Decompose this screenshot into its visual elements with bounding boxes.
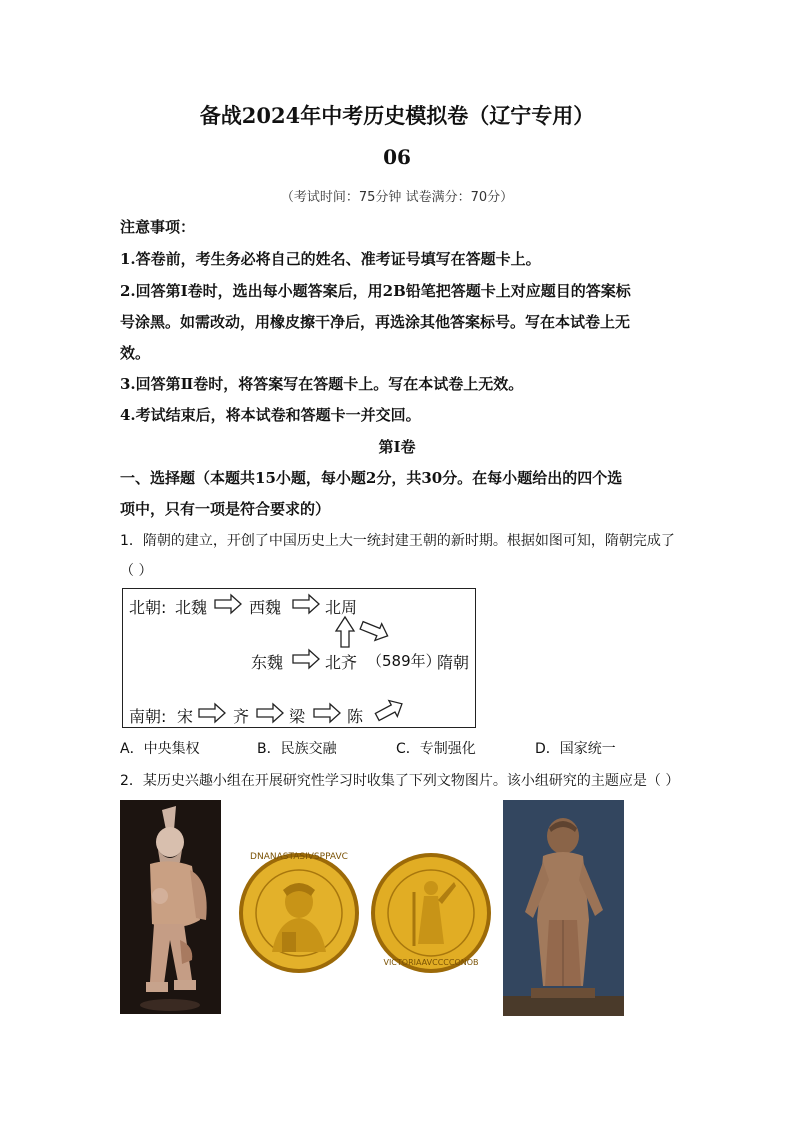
note-item: 号涂黑。如需改动，用橡皮擦干净后，再选涂其他答案标号。写在本试卷上无: [120, 313, 631, 331]
question-1-stem: 1．隋朝的建立，开创了中国历史上大一统封建王朝的新时期。根据如图可知，隋朝完成了: [120, 533, 675, 549]
notes-heading: 注意事项：: [120, 218, 196, 236]
dynasty-song: 宋: [177, 707, 194, 726]
section-label: 第Ⅰ卷: [378, 438, 416, 456]
dynasty-east-wei: 东魏: [251, 653, 284, 672]
note-item: 4.考试结束后，将本试卷和答题卡一并交回。: [120, 406, 421, 424]
part-heading: 一、选择题（本题共15小题，每小题2分，共30分。在每小题给出的四个选: [120, 469, 623, 487]
dynasty-north-zhou: 北周: [325, 598, 358, 617]
arrow-right-icon: [199, 704, 225, 722]
pottery-figurine-photo: [120, 800, 221, 1014]
arrow-right-icon: [293, 595, 319, 613]
option-c: C．专制强化: [396, 741, 476, 757]
option-a: A．中央集权: [120, 741, 200, 757]
gold-coin-reverse-photo: [370, 852, 492, 974]
exam-meta: （考试时间：75分钟 试卷满分：70分）: [280, 190, 514, 205]
statuette-image: [503, 800, 624, 1016]
coin-reverse-inscription: VICTORIAAVCCCCONOB: [383, 958, 479, 967]
dynasty-qi: 齐: [233, 707, 250, 726]
part-heading-cont: 项中，只有一项是符合要求的）: [120, 500, 331, 518]
note-item: 1.答卷前，考生务必将自己的姓名、准考证号填写在答题卡上。: [120, 250, 541, 268]
dynasty-north-qi: 北齐: [325, 653, 358, 672]
arrow-right-icon: [215, 595, 241, 613]
arrow-diagonal-down-icon: [358, 617, 391, 644]
dynasty-liang: 梁: [289, 707, 306, 726]
question-1-blank: （ ）: [120, 563, 153, 579]
option-d: D．国家统一: [535, 741, 616, 757]
gold-coin-obverse-photo: [238, 852, 360, 974]
note-item: 3.回答第Ⅱ卷时，将答案写在答题卡上。写在本试卷上无效。: [120, 375, 524, 393]
dynasty-chen: 陈: [347, 707, 364, 726]
exam-number: 06: [383, 145, 411, 169]
figurine-image: [120, 800, 221, 1014]
dynasty-west-wei: 西魏: [249, 598, 282, 617]
note-item: 2.回答第Ⅰ卷时，选出每小题答案后，用2B铅笔把答题卡上对应题目的答案标: [120, 282, 631, 300]
option-b: B．民族交融: [257, 741, 337, 757]
arrow-diagonal-up-icon: [373, 696, 406, 725]
arrow-right-icon: [257, 704, 283, 722]
note-item: 效。: [120, 344, 151, 362]
arrow-right-icon: [293, 650, 319, 668]
arrow-up-icon: [336, 617, 354, 647]
exam-title: 备战2024年中考历史模拟卷（辽宁专用）: [199, 103, 595, 128]
dynasty-sui: 隋朝: [437, 653, 470, 672]
south-dynasties-label: 南朝:: [129, 707, 167, 726]
dynasty-north-wei: 北魏: [175, 598, 208, 617]
north-dynasties-label: 北朝:: [129, 598, 167, 617]
gold-coin-reverse-image: [370, 852, 492, 974]
question-2-stem: 2．某历史兴趣小组在开展研究性学习时收集了下列文物图片。该小组研究的主题应是（ ）: [120, 773, 680, 789]
gold-coin-obverse-image: [238, 852, 360, 974]
terracotta-statuette-photo: [503, 800, 624, 1016]
unification-year: （589年）: [367, 652, 441, 670]
arrow-right-icon: [314, 704, 340, 722]
coin-obverse-inscription: DNANASTASIVSPPAVC: [250, 852, 348, 862]
dynasty-diagram: [122, 588, 476, 728]
